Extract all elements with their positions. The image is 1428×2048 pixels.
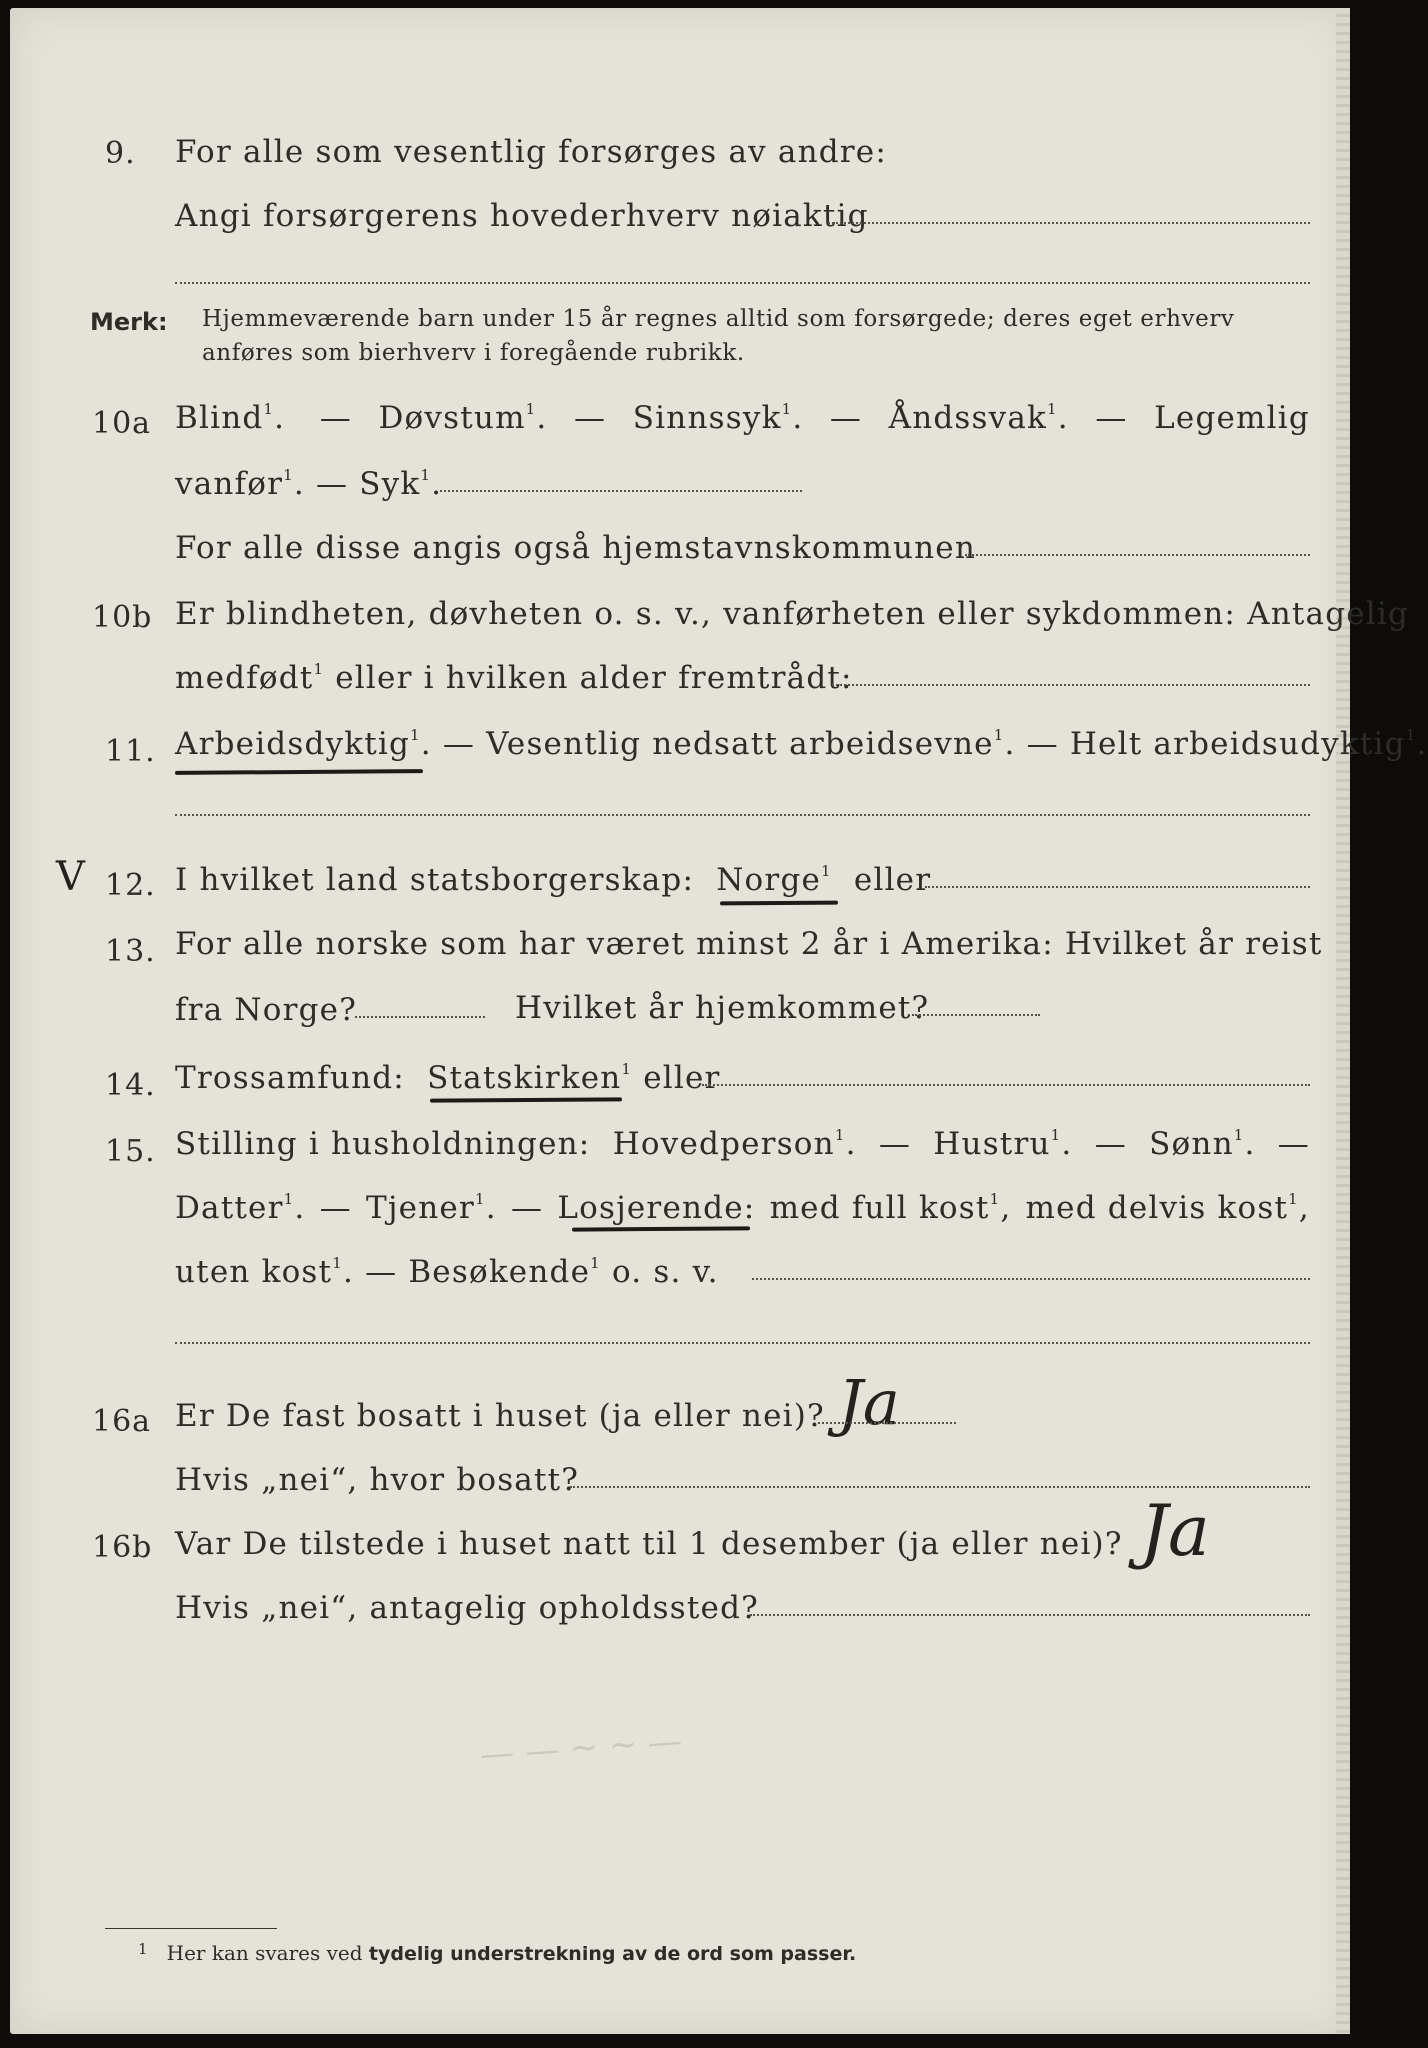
- option-uten-kost: uten kost$^1$.: [175, 1254, 355, 1290]
- q14-number: 14.: [105, 1068, 156, 1103]
- q16b-opholdssted-line[interactable]: [750, 1614, 1310, 1616]
- q13-reist: fra Norge?: [175, 992, 358, 1028]
- margin-check-mark: V: [56, 854, 85, 900]
- q10b-line1: Er blindheten, døvheten o. s. v., vanførheten eller sykdommen: Antagelig: [175, 596, 1410, 632]
- footnote-rule: [105, 1928, 277, 1929]
- q15-number: 15.: [105, 1134, 156, 1169]
- option-losjerende: Losjerende:: [557, 1190, 756, 1226]
- q15-line1: Stilling i husholdningen: Hovedperson$^1$. — Hustru$^1$. — Sønn$^1$. —: [175, 1126, 1310, 1162]
- q10b-number: 10b: [92, 600, 153, 635]
- q15-answer-line-2[interactable]: [175, 1342, 1310, 1344]
- q16a-answer-line[interactable]: [818, 1422, 956, 1424]
- q15-line3: uten kost$^1$. — Besøkende$^1$ o. s. v.: [175, 1254, 719, 1290]
- census-form-page: [10, 8, 1428, 2034]
- option-blind: Blind$^1$.: [175, 400, 286, 436]
- merk-line2: anføres som bierhverv i foregående rubrikk.: [202, 340, 745, 366]
- option-udyktig: Helt arbeidsudyktig$^1$.: [1069, 726, 1428, 762]
- merk-label: Merk:: [90, 308, 168, 336]
- q10a-line2: vanfør$^1$. — Syk$^1$.: [175, 466, 443, 502]
- option-besokende: Besøkende$^1$: [408, 1254, 601, 1290]
- q12-answer-line[interactable]: [925, 886, 1310, 888]
- option-arbeidsdyktig: Arbeidsdyktig$^1$.: [175, 726, 432, 762]
- q16a-handwritten-answer: Ja: [838, 1366, 900, 1439]
- q16b-handwritten-answer: Ja: [1140, 1490, 1210, 1572]
- dash: —: [829, 400, 863, 436]
- q11-number: 11.: [105, 734, 156, 769]
- option-dovstum: Døvstum$^1$.: [378, 400, 548, 436]
- q10b-line2: medfødt$^1$ eller i hvilken alder fremtrådt:: [175, 660, 853, 696]
- q14-line: Trossamfund: Statskirken$^1$ eller: [175, 1060, 721, 1096]
- q9-number: 9.: [105, 136, 136, 171]
- option-statskirken: Statskirken: [427, 1060, 622, 1096]
- q10a-syk-line[interactable]: [440, 490, 802, 492]
- q10b-answer-line[interactable]: [832, 684, 1310, 686]
- option-tjener: Tjener$^1$.: [365, 1190, 497, 1226]
- q9-line2: Angi forsørgerens hovederhverv nøiaktig: [175, 198, 869, 234]
- option-nedsatt: Vesentlig nedsatt arbeidsevne$^1$.: [486, 726, 1016, 762]
- dash: —: [319, 400, 352, 436]
- q9-line1: For alle som vesentlig forsørges av andre:: [175, 134, 887, 170]
- losjerende-underline: [572, 1226, 750, 1231]
- option-full-kost: med full kost$^1$,: [769, 1190, 1012, 1226]
- q15-line2: Datter$^1$. — Tjener$^1$. — Losjerende: med full kost$^1$, med delvis kost$^1$,: [175, 1190, 1310, 1226]
- option-sinnssyk: Sinnssyk$^1$.: [632, 400, 804, 436]
- q16a-question: Er De fast bosatt i huset (ja eller nei)?: [175, 1398, 825, 1434]
- q12-line: I hvilket land statsborgerskap: Norge$^1$ eller: [175, 862, 932, 898]
- q16a-number: 16a: [92, 1404, 152, 1439]
- faint-show-through: — — ~ ~ —: [478, 1720, 684, 1776]
- q15-answer-line[interactable]: [752, 1278, 1310, 1280]
- q13-hjemkommet-line[interactable]: [912, 1014, 1040, 1016]
- q9-answer-line-2[interactable]: [175, 282, 1310, 284]
- q10a-line3: For alle disse angis også hjemstavnskommunen: [175, 530, 976, 566]
- q16b-question: Var De tilstede i huset natt til 1 desember (ja eller nei)?: [175, 1526, 1123, 1562]
- perforated-edge: [1336, 8, 1350, 2034]
- q14-answer-line[interactable]: [702, 1084, 1310, 1086]
- option-hustru: Hustru$^1$.: [933, 1126, 1073, 1162]
- q11-answer-line[interactable]: [175, 814, 1310, 816]
- dash: —: [574, 400, 607, 436]
- q11-line: Arbeidsdyktig$^1$. — Vesentlig nedsatt arbeidsevne$^1$. — Helt arbeidsudyktig$^1$.: [175, 726, 1428, 762]
- norge-underline: [720, 901, 838, 906]
- merk-line1: Hjemmeværende barn under 15 år regnes alltid som forsørgede; deres eget erhverv: [202, 306, 1235, 332]
- q13-line1: For alle norske som har været minst 2 år i Amerika: Hvilket år reist: [175, 926, 1323, 962]
- option-legemlig: Legemlig: [1154, 400, 1310, 436]
- q12-number: 12.: [105, 868, 156, 903]
- option-syk: Syk$^1$.: [359, 466, 443, 502]
- option-andssvak: Åndssvak$^1$.: [888, 400, 1069, 436]
- footnote-mark: 1: [138, 1940, 148, 1958]
- q9-answer-line[interactable]: [828, 222, 1310, 224]
- q10a-number: 10a: [92, 406, 152, 441]
- q16a-line2: Hvis „nei“, hvor bosatt?: [175, 1462, 580, 1498]
- q13-reist-line[interactable]: [355, 1016, 485, 1018]
- option-norge: Norge: [716, 862, 822, 898]
- q10a-hjemstavn-line[interactable]: [965, 554, 1310, 556]
- option-datter: Datter$^1$.: [175, 1190, 306, 1226]
- option-vanfor: vanfør$^1$.: [175, 466, 305, 502]
- q13-number: 13.: [105, 934, 156, 969]
- arbeidsdyktig-underline: [175, 769, 423, 775]
- statskirken-underline: [430, 1097, 622, 1102]
- q16a-bosatt-line[interactable]: [570, 1486, 1310, 1488]
- option-delvis-kost: med delvis kost$^1$,: [1025, 1190, 1310, 1226]
- q13-hjemkommet: Hvilket år hjemkommet?: [515, 990, 930, 1026]
- q10a-line1: [175, 400, 1310, 436]
- q16b-number: 16b: [92, 1530, 153, 1565]
- dash: —: [1095, 400, 1128, 436]
- footnote: $^1$ Her kan svares ved tydelig understrekning av de ord som passer.: [138, 1940, 857, 1965]
- q16b-line2: Hvis „nei“, antagelig opholdssted?: [175, 1590, 759, 1626]
- option-hovedperson: Hovedperson$^1$.: [612, 1126, 857, 1162]
- option-sonn: Sønn$^1$.: [1149, 1126, 1256, 1162]
